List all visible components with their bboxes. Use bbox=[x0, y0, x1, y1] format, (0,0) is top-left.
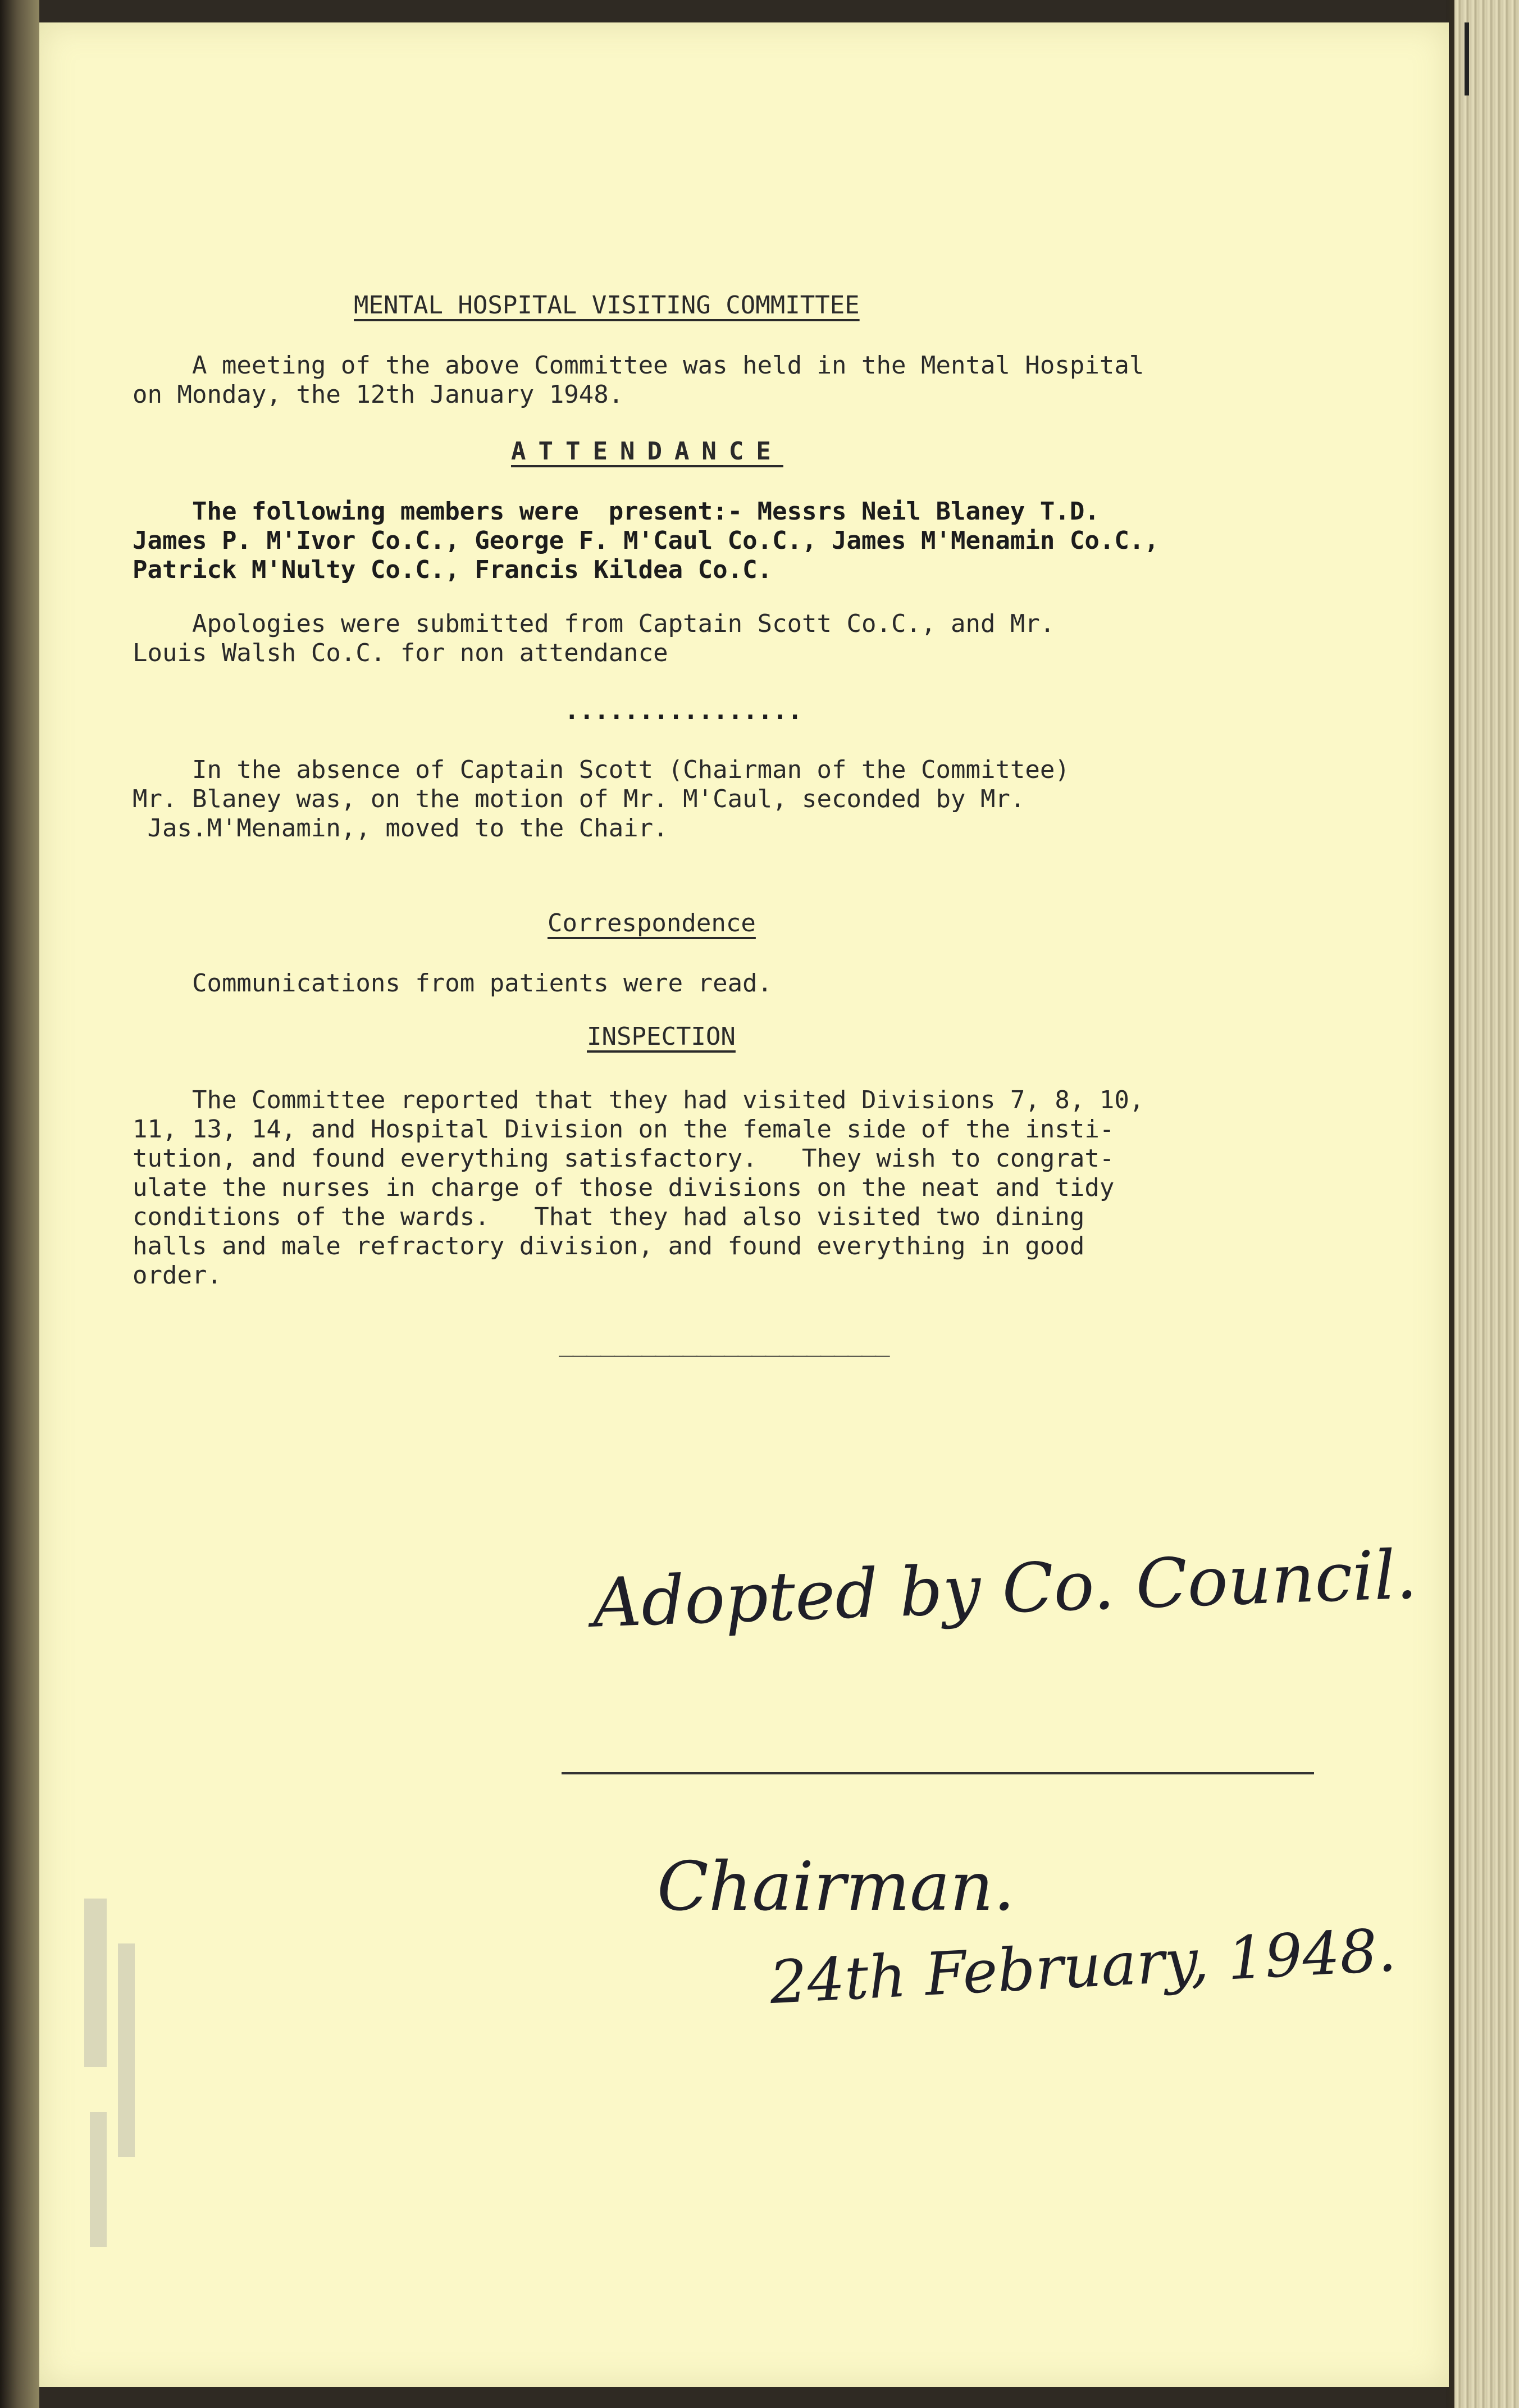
document-title: MENTAL HOSPITAL VISITING COMMITTEE bbox=[354, 291, 860, 320]
chair-line-3: Jas.M'Menamin,, moved to the Chair. bbox=[133, 814, 668, 843]
handwritten-date: 24th February, 1948. bbox=[768, 1915, 1398, 2018]
minutes-page bbox=[39, 22, 1449, 2387]
chair-line-2: Mr. Blaney was, on the motion of Mr. M'Caul, seconded by Mr. bbox=[133, 785, 1025, 813]
inspection-line-1: The Committee reported that they had visited Divisions 7, 8, 10, bbox=[133, 1086, 1144, 1114]
apologies-line-1: Apologies were submitted from Captain Scott Co.C., and Mr. bbox=[133, 609, 1055, 638]
correspondence-heading: Correspondence bbox=[548, 909, 756, 937]
edge-mark bbox=[1465, 22, 1469, 95]
dashed-separator: ________________________ bbox=[559, 1328, 889, 1357]
apologies-line-2: Louis Walsh Co.C. for non attendance bbox=[133, 639, 668, 667]
inspection-line-4: ulate the nurses in charge of those divisions on the neat and tidy bbox=[133, 1173, 1115, 1202]
inspection-line-7: order. bbox=[133, 1261, 222, 1290]
attendance-line-3: Patrick M'Nulty Co.C., Francis Kildea Co.C. bbox=[133, 556, 773, 584]
correspondence-text: Communications from patients were read. bbox=[133, 969, 773, 998]
inspection-line-5: conditions of the wards. That they had also visited two dining bbox=[133, 1203, 1085, 1231]
signature-line bbox=[562, 1772, 1314, 1774]
attendance-line-2: James P. M'Ivor Co.C., George F. M'Caul Co.C., James M'Menamin Co.C., bbox=[133, 526, 1159, 555]
inspection-line-3: tution, and found everything satisfactory. They wish to congrat- bbox=[133, 1144, 1115, 1173]
stacked-page-edges bbox=[1454, 0, 1519, 2408]
inspection-line-6: halls and male refractory division, and found everything in good bbox=[133, 1232, 1085, 1260]
intro-line-1: A meeting of the above Committee was held in the Mental Hospital bbox=[133, 351, 1144, 380]
handwritten-chairman: Chairman. bbox=[657, 1848, 1015, 1926]
faded-stamp-mark bbox=[62, 1876, 174, 2269]
handwritten-adoption-note: Adopted by Co. Council. bbox=[591, 1536, 1418, 1643]
book-binding bbox=[0, 0, 39, 2408]
intro-line-2: on Monday, the 12th January 1948. bbox=[133, 380, 624, 409]
inspection-heading: INSPECTION bbox=[587, 1022, 736, 1051]
attendance-heading: ATTENDANCE bbox=[511, 437, 783, 466]
attendance-line-1: The following members were present:- Messrs Neil Blaney T.D. bbox=[133, 497, 1100, 526]
chair-line-1: In the absence of Captain Scott (Chairman of the Committee) bbox=[133, 755, 1070, 784]
inspection-line-2: 11, 13, 14, and Hospital Division on the female side of the insti- bbox=[133, 1115, 1115, 1144]
dotted-separator: ................ bbox=[564, 697, 802, 725]
